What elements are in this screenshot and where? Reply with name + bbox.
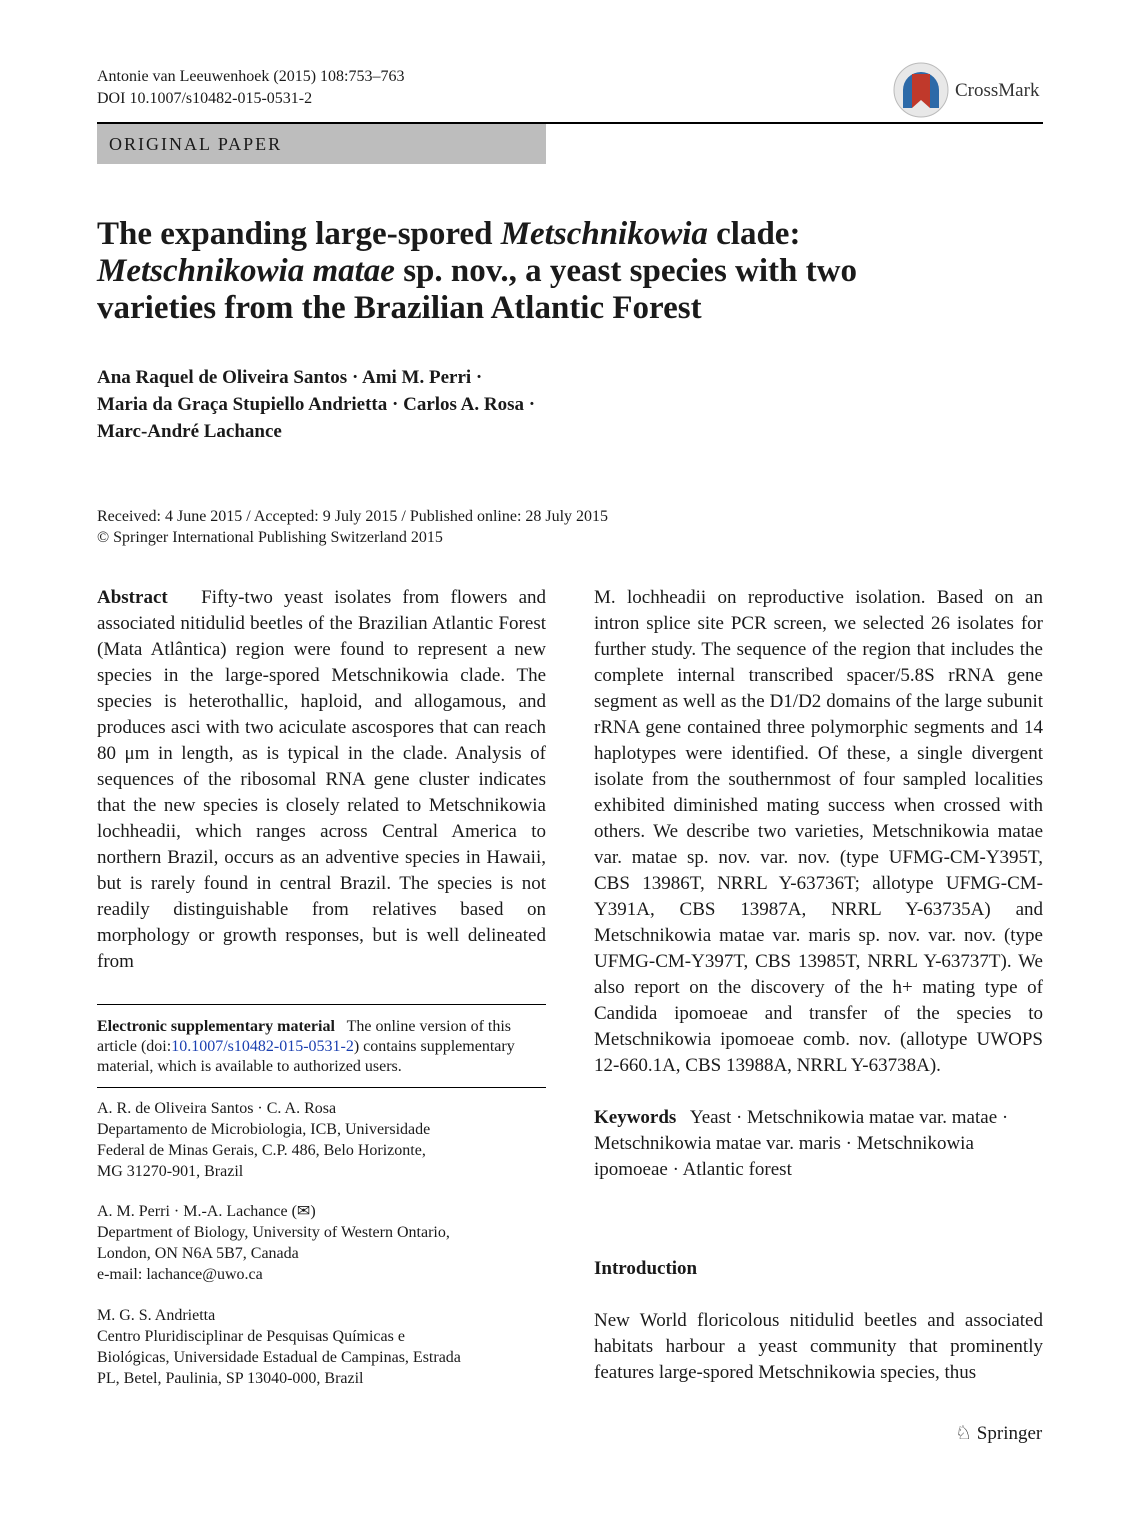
article-title: [97, 216, 977, 327]
springer-logo: [955, 1422, 1042, 1445]
title-part: sp. nov., a yeast species with two: [394, 253, 857, 289]
affiliation-block: [97, 1201, 546, 1285]
journal-citation: [97, 66, 404, 110]
title-part: The expanding large-spored: [97, 216, 501, 252]
introduction-text: New World floricolous nitidulid beetles and associated habitats harbour a yeast community that prominently features large-spored Metschnikowia species, thus: [594, 1310, 1043, 1383]
authors-line: Marc-André Lachance: [97, 421, 282, 442]
introduction-heading: Introduction: [594, 1258, 698, 1279]
affiliation-line: Departamento de Microbiologia, ICB, Universidade: [97, 1121, 431, 1138]
affiliation-names: A. R. de Oliveira Santos · C. A. Rosa: [97, 1100, 337, 1117]
affiliation-names: M. G. S. Andrietta: [97, 1307, 216, 1324]
copyright-line: © Springer International Publishing Switzerland 2015: [97, 529, 443, 546]
horse-icon: ♘: [955, 1423, 973, 1444]
affiliation-names: A. M. Perri · M.-A. Lachance (✉): [97, 1203, 316, 1220]
affiliation-line[interactable]: e-mail: lachance@uwo.ca: [97, 1266, 263, 1283]
abstract-label: Abstract: [97, 587, 168, 608]
doi-line: DOI 10.1007/s10482-015-0531-2: [97, 90, 313, 107]
affiliation-block: [97, 1305, 546, 1389]
supplementary-material-note: [97, 1004, 546, 1088]
crossmark-icon: [893, 62, 949, 118]
abstract-left: [97, 585, 546, 975]
author-list: [97, 364, 797, 445]
authors-line: Ana Raquel de Oliveira Santos · Ami M. Perri ·: [97, 367, 483, 388]
abstract-text-right: M. lochheadii on reproductive isolation. Based on an intron splice site PCR screen, we selected 26 isolates for further study. The sequence of the region that includes the complete internal transcribed spacer/5.8S rRNA gene segment as well as the D1/D2 domains of the large subunit rRNA gene contained three polymorphic segments and 14 haplotypes were identified. Of these, a single divergent isolate from the southernmost of four sampled localities exhibited diminished mating success when crossed with others. We describe two varieties, Metschnikowia matae var. matae sp. nov. var. nov. (type UFMG-CM-Y395T, CBS 13986T, NRRL Y-63736T; allotype UFMG-CM-Y391A, CBS 13987A, NRRL Y-63735A) and Metschnikowia matae var. maris sp. nov. var. nov. (type UFMG-CM-Y397T, CBS 13985T, NRRL Y-63737T). We also report on the discovery of the h+ mating type of Candida ipomoeae and transfer of the species to Metschnikowia ipomoeae comb. nov. (allotype UWOPS 12-660.1A, CBS 13988A, NRRL Y-63738A).: [594, 587, 1043, 1076]
esm-text: ) contains supplementary material, which is available to authorized users.: [97, 1038, 515, 1075]
affiliation-block: [97, 1098, 546, 1182]
affiliation-line: Biológicas, Universidade Estadual de Campinas, Estrada: [97, 1349, 461, 1366]
publisher-name: Springer: [976, 1423, 1043, 1444]
crossmark-label: CrossMark: [955, 80, 1040, 101]
esm-text: The online version of this article (doi:: [97, 1018, 512, 1055]
affiliation-line: MG 31270-901, Brazil: [97, 1163, 244, 1180]
affiliation-line: Federal de Minas Gerais, C.P. 486, Belo Horizonte,: [97, 1142, 426, 1159]
abstract-right: [594, 585, 1043, 1183]
title-part: Metschnikowia matae: [97, 253, 395, 289]
affiliation-line: PL, Betel, Paulinia, SP 13040-000, Brazil: [97, 1370, 364, 1387]
keywords-text: Yeast · Metschnikowia matae var. matae · Metschnikowia matae var. maris · Metschnikowia ipomoeae · Atlantic forest: [594, 1107, 1009, 1180]
affiliation-line: London, ON N6A 5B7, Canada: [97, 1245, 299, 1262]
authors-line: Maria da Graça Stupiello Andrietta · Carlos A. Rosa ·: [97, 394, 536, 415]
affiliation-line: Centro Pluridisciplinar de Pesquisas Químicas e: [97, 1328, 405, 1345]
publication-dates: [97, 506, 797, 548]
journal-line: Antonie van Leeuwenhoek (2015) 108:753–763: [97, 68, 405, 85]
abstract-text-left: Fifty-two yeast isolates from flowers and associated nitidulid beetles of the Brazilian Atlantic Forest (Mata Atlântica) region were found to represent a new species in the large-spored Metschnikowia clade. The species is heterothallic, haploid, and allogamous, and produces asci with two aciculate ascospores that can reach 80 μm in length, as is typical in the clade. Analysis of sequences of the ribosomal RNA gene cluster indicates that the new species is closely related to Metschnikowia lochheadii, which ranges across Central America to northern Brazil, occurs as an adventive species in Hawaii, but is rarely found in central Brazil. The species is not readily distinguishable from relatives based on morphology or growth responses, but is well delineated from: [97, 587, 547, 972]
title-part: varieties from the Brazilian Atlantic Forest: [97, 290, 702, 326]
title-part: Metschnikowia: [500, 216, 708, 252]
section-badge: ORIGINAL PAPER: [97, 124, 546, 164]
crossmark-badge[interactable]: [893, 62, 1043, 118]
esm-label: Electronic supplementary material: [97, 1018, 335, 1035]
title-part: clade:: [707, 216, 801, 252]
keywords-label: Keywords: [594, 1107, 677, 1128]
dates-line: Received: 4 June 2015 / Accepted: 9 July 2015 / Published online: 28 July 2015: [97, 508, 609, 525]
keywords: [594, 1105, 1043, 1183]
affiliation-line: Department of Biology, University of Western Ontario,: [97, 1224, 450, 1241]
doi-link[interactable]: 10.1007/s10482-015-0531-2: [171, 1038, 354, 1055]
